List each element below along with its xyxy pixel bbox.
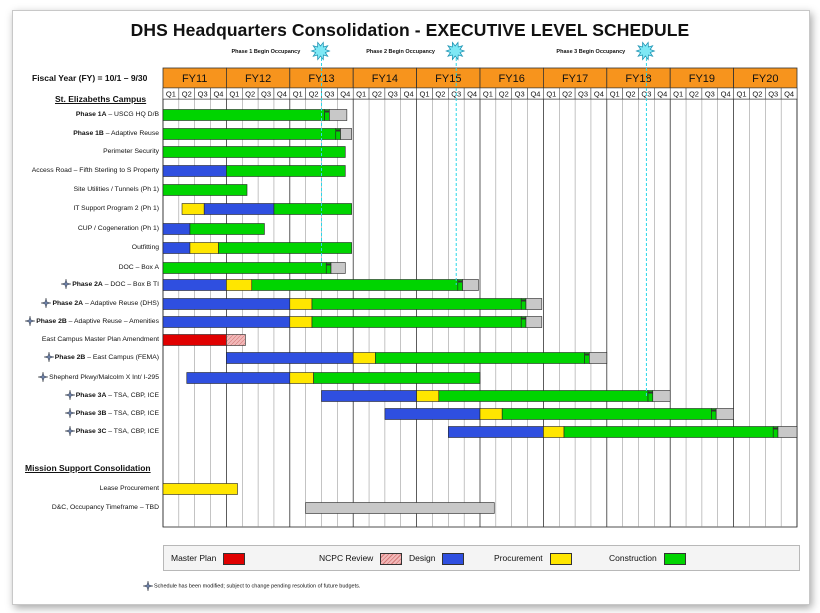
milestone-note: Phase 3 Begin Occupancy (556, 49, 626, 55)
task-bar (163, 166, 345, 177)
milestone-note: Phase 1 Begin Occupancy (231, 49, 301, 55)
design-segment (322, 391, 417, 402)
fiscal-year-label: FY20 (752, 73, 779, 85)
task-bar (448, 427, 797, 438)
fiscal-year-label: FY15 (435, 73, 462, 85)
milestone-note: Phase 2 Begin Occupancy (366, 49, 435, 55)
construction-segment (439, 391, 648, 402)
quarter-label: Q3 (514, 89, 525, 99)
task-name: – TSA, CBP, ICE (106, 410, 159, 417)
task-phase-prefix: Phase 1B (73, 130, 104, 137)
tbd-segment (526, 299, 542, 310)
quarter-label: Q4 (340, 89, 351, 99)
task-bar (163, 110, 347, 121)
task-phase-prefix: Phase 2A (52, 300, 84, 307)
task-phase-prefix: Phase 2A (72, 281, 103, 288)
construction-segment (252, 280, 458, 291)
quarter-label: Q2 (371, 89, 382, 99)
quarter-label: Q2 (245, 89, 256, 99)
fiscal-year-label: Fiscal Year (FY) = 10/1 – 9/30 (32, 73, 148, 83)
quarter-label: Q2 (435, 89, 446, 99)
fiscal-year-label: FY17 (561, 73, 589, 85)
legend-label: Design (409, 553, 436, 563)
tbd-segment (653, 391, 670, 402)
quarter-label: Q3 (197, 89, 208, 99)
task-name: – TSA, CBP, ICE (106, 392, 159, 399)
quarter-label: Q1 (609, 89, 620, 99)
quarter-label: Q2 (498, 89, 509, 99)
quarter-label: Q1 (165, 89, 176, 99)
milestone-starburst-icon (446, 42, 464, 59)
quarter-label: Q1 (419, 89, 430, 99)
task-phase-prefix: Phase 2B (36, 318, 67, 325)
task-bar (163, 263, 345, 274)
fiscal-year-label: FY16 (498, 73, 525, 85)
construction-segment (502, 409, 711, 420)
quarter-label: Q1 (546, 89, 557, 99)
quarter-label: Q1 (292, 89, 303, 99)
legend-swatch (664, 553, 686, 565)
quarter-label: Q1 (482, 89, 493, 99)
quarter-label: Q4 (467, 89, 478, 99)
quarter-label: Q2 (308, 89, 319, 99)
legend-swatch (550, 553, 572, 565)
construction-segment (312, 317, 521, 328)
construction-segment (274, 204, 352, 215)
procurement-segment (353, 353, 375, 364)
procurement-segment (290, 373, 314, 384)
section-heading-mission-support: Mission Support Consolidation (25, 463, 151, 473)
legend-swatch (442, 553, 464, 565)
fiscal-year-label: FY19 (688, 73, 716, 85)
quarter-label: Q1 (673, 89, 684, 99)
construction-segment (163, 185, 247, 196)
task-bar (306, 503, 495, 514)
task-name: – TSA, CBP, ICE (106, 428, 159, 435)
construction-segment (163, 263, 326, 274)
fiscal-year-label: FY12 (244, 73, 272, 85)
construction-segment (314, 373, 480, 384)
design-segment (204, 204, 274, 215)
task-bar (163, 280, 478, 291)
quarter-label: Q4 (593, 89, 604, 99)
task-phase-prefix: Phase 3B (75, 410, 107, 417)
procurement-segment (226, 280, 251, 291)
fiscal-year-label: FY18 (625, 73, 652, 85)
quarter-label: Q4 (530, 89, 541, 99)
quarter-label: Q1 (356, 89, 367, 99)
construction-segment (218, 243, 351, 254)
task-name: DOC – Box A (118, 264, 159, 271)
quarter-label: Q1 (736, 89, 747, 99)
legend-label: Construction (609, 553, 657, 563)
task-name: Site Utilities / Tunnels (Ph 1) (73, 186, 159, 193)
tbd-segment (589, 353, 606, 364)
legend-item-design (409, 552, 464, 564)
tbd-segment (341, 129, 352, 140)
quarter-label: Q3 (261, 89, 272, 99)
task-bar (163, 147, 345, 158)
tbd-segment (716, 409, 733, 420)
footnote-text: Schedule has been modified; subject to change pending resolution of future budgets. (154, 583, 361, 590)
design-segment (163, 166, 226, 177)
quarter-label: Q4 (657, 89, 668, 99)
quarter-label: Q2 (625, 89, 636, 99)
legend-item-master-plan (171, 552, 245, 564)
task-name: East Campus Master Plan Amendment (41, 336, 159, 343)
task-name: Outfitting (131, 244, 159, 251)
task-bar (163, 317, 542, 328)
tbd-segment (331, 263, 345, 274)
design-segment (163, 280, 226, 291)
task-name: Shepherd Pkwy/Malcolm X Int/ I-295 (49, 374, 159, 381)
construction-segment (163, 147, 345, 158)
task-bar (163, 224, 264, 235)
task-name: – DOC – Box B TI (102, 281, 159, 288)
quarter-label: Q3 (704, 89, 715, 99)
construction-segment (163, 110, 325, 121)
task-phase-prefix: Phase 1A (75, 111, 107, 118)
task-name: IT Support Program 2 (Ph 1) (73, 205, 159, 212)
legend (163, 545, 800, 571)
quarter-label: Q4 (276, 89, 287, 99)
legend-item-procurement (494, 552, 572, 564)
task-bar (322, 391, 671, 402)
task-bar (385, 409, 734, 420)
procurement-segment (290, 299, 312, 310)
quarter-label: Q4 (403, 89, 414, 99)
construction-segment (312, 299, 521, 310)
task-bar (182, 204, 352, 215)
tbd-segment (463, 280, 479, 291)
design-segment (448, 427, 543, 438)
fiscal-year-label: FY11 (181, 73, 208, 85)
quarter-label: Q2 (752, 89, 763, 99)
milestone-starburst-icon (636, 42, 654, 59)
design-segment (385, 409, 480, 420)
tbd-segment (329, 110, 346, 121)
fiscal-year-label: FY13 (308, 73, 335, 85)
construction-segment (190, 224, 264, 235)
procurement-segment (182, 204, 204, 215)
procurement-segment (190, 243, 219, 254)
task-name: Access Road – Fifth Sterling to S Property (31, 167, 159, 174)
tbd-segment (778, 427, 797, 438)
legend-swatch (380, 553, 402, 565)
task-name: CUP / Cogeneration (Ph 1) (77, 225, 159, 232)
ncpc-review-segment (226, 335, 245, 346)
schedule-modified-icon (143, 581, 153, 591)
design-segment (163, 243, 190, 254)
task-name: Perimeter Security (103, 148, 159, 155)
quarter-label: Q3 (578, 89, 589, 99)
task-bar (163, 243, 352, 254)
task-name: – Adaptive Reuse (103, 130, 159, 137)
quarter-label: Q4 (784, 89, 795, 99)
procurement-segment (417, 391, 439, 402)
task-name: Lease Procurement (99, 485, 159, 492)
task-name: – East Campus (FEMA) (85, 354, 159, 361)
quarter-label: Q3 (768, 89, 779, 99)
task-name: – Adaptive Reuse – Amenities (66, 318, 159, 325)
task-name: D&C, Occupancy Timeframe – TBD (51, 504, 159, 511)
legend-item-construction (609, 552, 686, 564)
legend-label: Master Plan (171, 553, 217, 563)
design-segment (226, 353, 353, 364)
milestone-starburst-icon (312, 42, 330, 59)
task-phase-prefix: Phase 2B (54, 354, 86, 361)
quarter-label: Q2 (562, 89, 573, 99)
legend-label: NCPC Review (319, 553, 374, 563)
task-name: – USCG HQ D/B (106, 111, 159, 118)
quarter-label: Q2 (688, 89, 699, 99)
quarter-label: Q3 (324, 89, 335, 99)
master-plan-segment (163, 335, 226, 346)
tbd-segment (526, 317, 542, 328)
legend-label: Procurement (494, 553, 543, 563)
procurement-segment (290, 317, 312, 328)
quarter-label: Q1 (229, 89, 240, 99)
procurement-segment (543, 427, 564, 438)
design-segment (187, 373, 290, 384)
quarter-label: Q3 (387, 89, 398, 99)
task-phase-prefix: Phase 3C (75, 428, 107, 435)
task-bar (163, 129, 352, 140)
quarter-label: Q2 (181, 89, 192, 99)
section-heading-st-elizabeths: St. Elizabeths Campus (55, 94, 147, 104)
construction-segment (163, 129, 336, 140)
task-name: – Adaptive Reuse (DHS) (83, 300, 159, 307)
tbd-segment (306, 503, 495, 514)
task-bar (163, 185, 247, 196)
footnote (143, 581, 360, 591)
page-title: DHS Headquarters Consolidation - EXECUTIVE LEVEL SCHEDULE (130, 20, 690, 40)
task-phase-prefix: Phase 3A (75, 392, 107, 399)
procurement-segment (163, 484, 237, 495)
legend-item-ncpc-review (319, 552, 402, 564)
quarter-label: Q4 (720, 89, 731, 99)
task-bar (163, 299, 542, 310)
design-segment (163, 317, 290, 328)
fiscal-year-label: FY14 (371, 73, 399, 85)
task-bar (163, 484, 237, 495)
procurement-segment (480, 409, 502, 420)
task-bar (187, 373, 480, 384)
design-segment (163, 299, 290, 310)
quarter-label: Q3 (641, 89, 652, 99)
construction-segment (375, 353, 584, 364)
construction-segment (226, 166, 345, 177)
quarter-label: Q3 (451, 89, 462, 99)
legend-swatch (223, 553, 245, 565)
task-bar (163, 335, 245, 346)
task-bar (226, 353, 606, 364)
quarter-label: Q4 (213, 89, 224, 99)
design-segment (163, 224, 190, 235)
construction-segment (564, 427, 773, 438)
